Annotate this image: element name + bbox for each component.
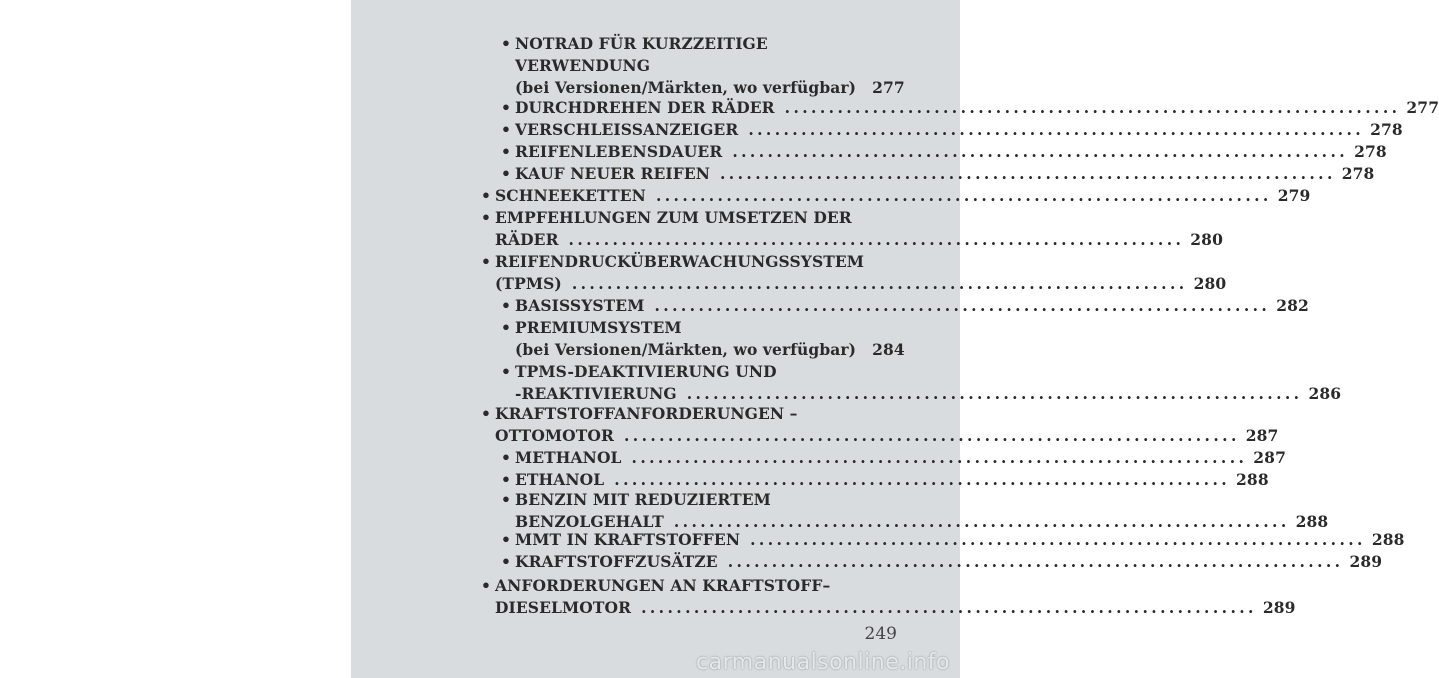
toc-entry-title: (TPMS)	[495, 274, 562, 293]
toc-entry-line	[501, 447, 1286, 469]
toc-entry-title: ETHANOL	[515, 470, 605, 489]
toc-entry-line	[481, 251, 897, 273]
toc-entry[interactable]	[501, 33, 905, 99]
toc-entry[interactable]	[481, 575, 1296, 619]
toc-entry-title: METHANOL	[515, 448, 622, 467]
toc-entry[interactable]	[501, 317, 905, 361]
toc-entry-title: BENZIN MIT REDUZIERTEM	[515, 490, 771, 509]
leader-dots: ......................................................................	[732, 142, 1349, 161]
bullet: •	[481, 186, 492, 205]
leader-dots: ......................................................................	[655, 186, 1272, 205]
leader-dots: ......................................................................	[720, 164, 1336, 183]
watermark: carmanualsonline.info	[696, 650, 950, 675]
toc-entry-line	[481, 273, 1227, 295]
bullet: •	[501, 164, 512, 183]
toc-entry-page: 278	[1354, 142, 1387, 161]
bullet: •	[481, 404, 492, 423]
leader-dots: ......................................................................	[784, 98, 1401, 117]
toc-entry-title: KRAFTSTOFFZUSÄTZE	[515, 552, 718, 571]
toc-entry-title: (bei Versionen/Märkten, wo verfügbar)	[515, 78, 857, 97]
toc-entry-line	[501, 489, 897, 511]
toc-entry-page: 287	[1245, 426, 1279, 445]
toc-entry-title: MMT IN KRAFTSTOFFEN	[515, 530, 741, 549]
toc-entry-page: 288	[1295, 512, 1329, 531]
table-of-contents	[351, 0, 1439, 678]
toc-entry-title: OTTOMOTOR	[495, 426, 614, 445]
bullet: •	[481, 208, 492, 227]
toc-entry[interactable]	[501, 141, 1387, 163]
leader-dots: ......................................................................	[686, 384, 1303, 403]
bullet: •	[501, 470, 512, 489]
toc-entry-page: 277	[872, 78, 905, 97]
leader-dots: ......................................................................	[624, 426, 1240, 445]
bullet: •	[501, 120, 512, 139]
toc-entry-line	[501, 141, 1387, 163]
toc-entry-page: 280	[1193, 274, 1227, 293]
toc-entry[interactable]	[481, 207, 1223, 251]
toc-entry[interactable]	[501, 551, 1383, 573]
toc-entry-line	[501, 383, 1342, 405]
toc-entry-line	[501, 361, 897, 383]
leader-dots: ......................................................................	[614, 470, 1231, 489]
toc-entry-title: TPMS-DEAKTIVIERUNG UND	[515, 362, 777, 381]
toc-entry[interactable]	[501, 119, 1403, 141]
bullet: •	[501, 318, 512, 337]
toc-entry[interactable]	[501, 163, 1375, 185]
toc-entry-title: NOTRAD FÜR KURZZEITIGE	[515, 34, 768, 53]
leader-dots: ......................................................................	[673, 512, 1290, 531]
toc-entry[interactable]	[501, 97, 1439, 119]
bullet: •	[501, 296, 512, 315]
toc-entry-line	[501, 317, 897, 339]
toc-entry-line	[481, 403, 897, 425]
toc-entry[interactable]	[501, 295, 1309, 317]
toc-entry-title: -REAKTIVIERUNG	[515, 384, 677, 403]
toc-entry-page: 278	[1370, 120, 1403, 139]
bullet: •	[481, 252, 492, 271]
toc-entry[interactable]	[501, 469, 1269, 491]
toc-entry-title: PREMIUMSYSTEM	[515, 318, 682, 337]
toc-entry[interactable]	[481, 403, 1279, 447]
toc-entry-title: KAUF NEUER REIFEN	[515, 164, 711, 183]
bullet: •	[501, 490, 512, 509]
leader-dots: ......................................................................	[750, 530, 1366, 549]
toc-entry-page: 289	[1262, 598, 1296, 617]
bullet: •	[481, 576, 492, 595]
toc-entry-line	[501, 119, 1403, 141]
bullet: •	[501, 142, 512, 161]
leader-dots: ......................................................................	[631, 448, 1248, 467]
toc-entry-line	[501, 551, 1383, 573]
toc-entry-line	[501, 33, 897, 55]
leader-dots: ......................................................................	[571, 274, 1188, 293]
toc-entry-page: 286	[1308, 384, 1342, 403]
toc-entry-page: 278	[1341, 164, 1375, 183]
leader-dots: ......................................................................	[568, 230, 1185, 249]
leader-dots: ......................................................................	[727, 552, 1344, 571]
toc-entry[interactable]	[501, 529, 1405, 551]
page-panel	[351, 0, 1439, 678]
toc-entry-title: DIESELMOTOR	[495, 598, 632, 617]
toc-entry-title: REIFENLEBENSDAUER	[515, 142, 723, 161]
bullet: •	[501, 530, 512, 549]
toc-entry-line	[481, 207, 897, 229]
toc-entry-page: 277	[1406, 98, 1439, 117]
toc-entry-line	[501, 339, 905, 361]
toc-entry-line	[501, 295, 1309, 317]
bullet: •	[501, 98, 512, 117]
toc-entry-page: 282	[1276, 296, 1309, 315]
toc-entry-line	[501, 163, 1375, 185]
toc-entry-line	[481, 229, 1223, 251]
toc-entry-page: 288	[1371, 530, 1405, 549]
toc-entry-title: BASISSYSTEM	[515, 296, 645, 315]
page-number: 249	[864, 624, 897, 644]
toc-entry-title: EMPFEHLUNGEN ZUM UMSETZEN DER	[495, 208, 852, 227]
toc-entry[interactable]	[481, 251, 1227, 295]
toc-entry[interactable]	[481, 185, 1311, 207]
toc-entry-line	[501, 97, 1439, 119]
leader-dots: ......................................................................	[641, 598, 1257, 617]
toc-entry-title: SCHNEEKETTEN	[495, 186, 646, 205]
toc-entry-title: REIFENDRUCKÜBERWACHUNGSSYSTEM	[495, 252, 865, 271]
bullet: •	[501, 552, 512, 571]
toc-entry-line	[481, 185, 1311, 207]
toc-entry-page: 289	[1349, 552, 1383, 571]
toc-entry-title: ANFORDERUNGEN AN KRAFTSTOFF–	[495, 576, 831, 595]
toc-entry-title: BENZOLGEHALT	[515, 512, 664, 531]
toc-entry-title: VERSCHLEISSANZEIGER	[515, 120, 739, 139]
leader-dots: ......................................................................	[748, 120, 1365, 139]
toc-entry-title: KRAFTSTOFFANFORDERUNGEN –	[495, 404, 798, 423]
toc-entry-line	[501, 469, 1269, 491]
toc-entry-page: 284	[872, 340, 905, 359]
toc-entry-line	[501, 77, 905, 99]
bullet: •	[501, 448, 512, 467]
toc-entry-page: 287	[1253, 448, 1286, 467]
toc-entry-page: 280	[1190, 230, 1223, 249]
toc-entry[interactable]	[501, 361, 1342, 405]
leader-dots: ......................................................................	[654, 296, 1271, 315]
toc-entry-title: (bei Versionen/Märkten, wo verfügbar)	[515, 340, 857, 359]
bullet: •	[501, 362, 512, 381]
toc-entry-line	[501, 55, 897, 77]
toc-entry-line	[481, 425, 1279, 447]
toc-entry[interactable]	[501, 447, 1286, 469]
toc-entry-page: 288	[1236, 470, 1269, 489]
toc-entry-title: RÄDER	[495, 230, 559, 249]
toc-entry-line	[481, 575, 897, 597]
toc-entry-line	[501, 529, 1405, 551]
toc-entry-title: VERWENDUNG	[515, 56, 651, 75]
toc-entry[interactable]	[501, 489, 1329, 533]
toc-entry-title: DURCHDREHEN DER RÄDER	[515, 98, 775, 117]
toc-entry-page: 279	[1277, 186, 1311, 205]
toc-entry-line	[481, 597, 1296, 619]
bullet: •	[501, 34, 512, 53]
